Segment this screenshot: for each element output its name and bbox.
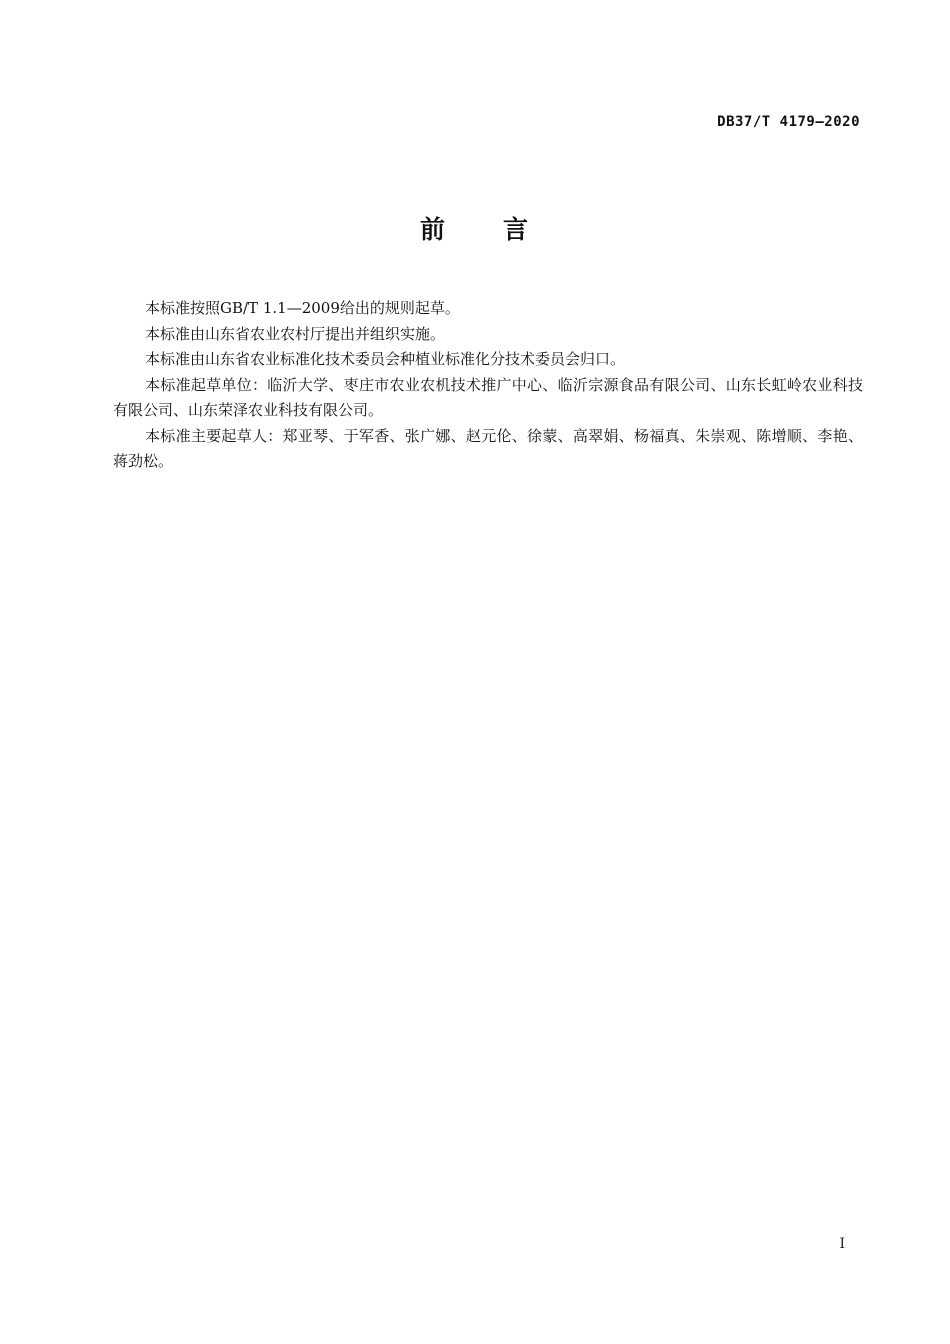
paragraph-drafters: 本标准主要起草人：郑亚琴、于军香、张广娜、赵元伦、徐蒙、高翠娟、杨福真、朱崇观、陈增顺、李艳、蒋劲松。 [113,426,863,470]
paragraph-drafting-rules: 本标准按照GB/T 1.1—2009给出的规则起草。 [145,299,460,317]
foreword-body [113,296,863,475]
page-title [0,210,950,246]
paragraph-drafting-units: 本标准起草单位：临沂大学、枣庄市农业农机技术推广中心、临沂宗源食品有限公司、山东长虹岭农业科技有限公司、山东荣泽农业科技有限公司。 [113,375,863,419]
title-char-2: 言 [503,215,531,244]
paragraph-proposer: 本标准由山东省农业农村厅提出并组织实施。 [145,324,446,343]
document-code: DB37/T 4179—2020 [717,114,860,130]
title-char-1: 前 [419,215,447,244]
paragraph-committee: 本标准由山东省农业标准化技术委员会种植业标准化分技术委员会归口。 [145,350,626,368]
page-number: I [839,1236,845,1252]
